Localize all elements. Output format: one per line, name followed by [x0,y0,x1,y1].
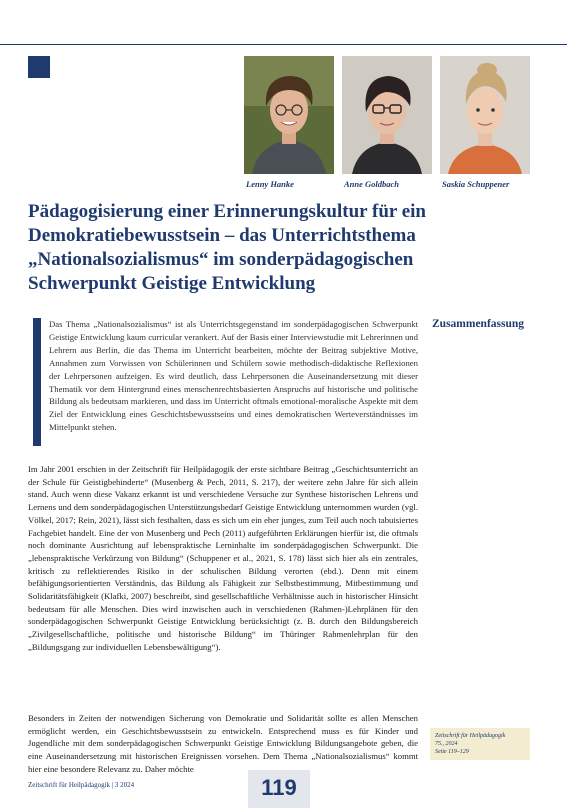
abstract-bar [33,318,41,446]
header-rule [0,44,567,45]
journal-volume: 75., 2024 [435,741,458,747]
article-title: Pädagogisierung einer Erinnerungskultur für ein Demokratiebewusstsein – das Unterrichtsthema „Nationalsozialismus“ im sonderpädagogischen Schwerpunkt Geistige Entwicklung [28,201,426,294]
journal-name: Zeitschrift für Heilpädagogik [435,733,506,739]
author-photo [244,56,334,174]
portrait-icon [342,56,432,174]
journal-pages: Seite 119–129 [435,749,469,755]
author-name: Saskia Schuppener [442,179,510,189]
author-name: Anne Goldbach [344,179,400,189]
portrait-icon [440,56,530,174]
author-name: Lenny Hanke [246,179,294,189]
page-number: 119 [261,775,297,800]
abstract-heading: Zusammenfassung [432,318,525,330]
author-photo [440,56,530,174]
body-paragraph: Besonders in Zeiten der notwendigen Sicherung von Demokratie und Solidarität sollte es allen Menschen ermöglicht werden, ein Geschichtsbewusstsein zu entwickeln. Entsprechend muss es für Kinder und Jugendliche mit dem sonderpädagogischen Schwerpunkt Geistige Entwicklung Bildungsangebote geben, die eine Auseinandersetzung mit historischen Ereignissen vorsehen. Dem Thema „Nationalsozialismus“ kommt hier eine besondere Relevanz zu. Daher möchte [28,713,418,774]
portrait-icon [244,56,334,174]
author-photo [342,56,432,174]
page-number-box [248,770,310,808]
section-marker-square [28,56,50,78]
abstract-text: Das Thema „Nationalsozialismus“ ist als Unterrichtsgegenstand im sonderpädagogischen Schwerpunkt Geistige Entwicklung kaum curricular verankert. Auf der Basis einer Interviewstudie mit Lehrerinnen und Lehrern aus Berlin, die das Thema im Unterricht bearbeiten, möchte der Beitrag subjektive Motive, Annahmen zum Vorwissen von Schülerinnen und Schülern sowie methodisch-didaktische Reflexionen der Lehrpersonen aufzeigen. Es wird deutlich, dass Lehrpersonen die Auseinandersetzung mit dieser Thematik vor dem Hintergrund eines menschenrechtsbasierten Anspruchs auf historische und politische Bildung als bedeutsam markieren, und dass im Unterricht oftmals emotional-moralische Aspekte mit dem Ziel der Entwicklung eines Geschichtsbewusstseins und eines demokratischen Werteverständnisses im Mittelpunkt stehen. [49,319,418,433]
author-card [244,56,334,189]
footer-journal: Zeitschrift für Heilpädagogik | 3 2024 [28,781,135,789]
author-card [342,56,432,189]
body-paragraph: Im Jahr 2001 erschien in der Zeitschrift für Heilpädagogik der erste sichtbare Beitrag „Geschichtsunterricht an der Schule für Geistigbehinderte“ (Musenberg & Pech, 2011, S. 217), der weitere zehn Jahre für sich allein stand. Auch wenn diese Vakanz erkannt ist und verschiedene Versuche zur Synthese historischen Lehrens und Lernens und dem sonderpädagogischen Unterstützungsbedarf Geistige Entwicklung unternommen wurden (vgl. Völkel, 2017; Rein, 2021), lässt sich festhalten, dass es sich um ein eher junges, zum Teil auch noch tabuisiertes Fachgebiet handelt. Eine der von Musenberg und Pech (2011) aufgeführten Erklärungen hierfür ist, die oftmals noch dominante Ausrichtung auf lebenspraktische Lerninhalte im sonderpädagogischen Schwerpunkt. Die „lebenspraktische Verkürzung von Bildung“ (Schuppener et al., 2021, S. 178) lässt sich hier als ein zentrales, kritisch zu reflektierendes Risiko in der schulischen Bildung verorten (ebd.). Denn mit einem befähigungsorientierten Verständnis, das Bildung als Fähigkeit zur Selbstbestimmung, Mitbestimmung und Solidaritätsfähigkeit (Klafki, 2007) beschreibt, sind gesellschaftliche Verhältnisse auch in historischer Hinsicht bedeutsam für alle Menschen. Dies wird inzwischen auch in verschiedenen (Rahmen-)Lehrplänen für den sonderpädagogischen Schwerpunkt Geistige Entwicklung berücksichtigt (z. B. durch den Bildungsbereich „Zivilgesellschaftliche, politische und historische Bildung“ im Thüringer Rahmenlehrplan für den „Bildungsgang zur individuellen Lebensbewältigung“). [28,464,418,652]
journal-citation-box [430,728,530,760]
author-card [440,56,530,189]
